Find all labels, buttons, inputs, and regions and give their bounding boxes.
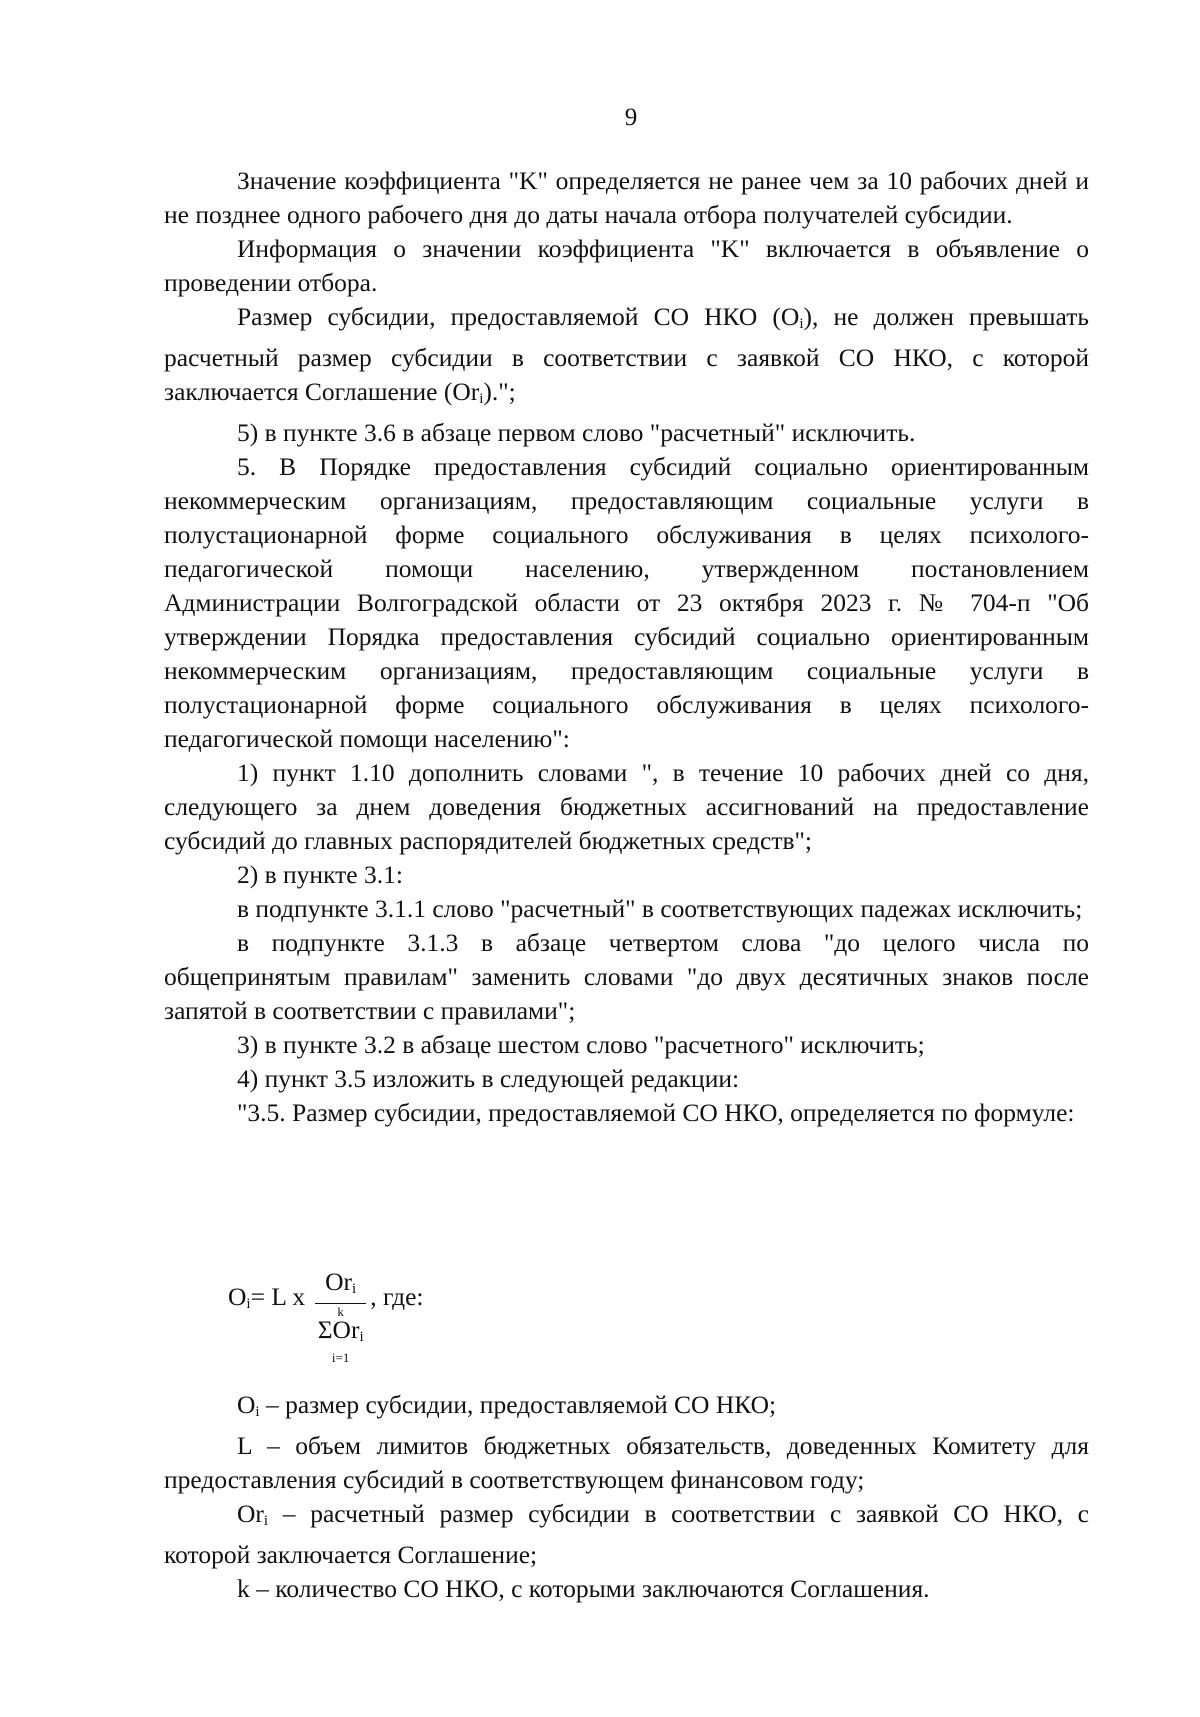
formula-fraction xyxy=(315,1268,366,1367)
formula-lhs: $O_i= L$ x xyxy=(228,1282,306,1312)
paragraph-3-5-formula-intro: "3.5. Размер субсидии, предоставляемой СО НКО, определяется по формуле: xyxy=(237,1098,1075,1127)
formula-numerator: $Or_i$ xyxy=(315,1268,366,1304)
paragraph-coefficient-k: Значение коэффициента "K" определяется не ранее чем за 10 рабочих дней и не позднее одного рабочего дня до даты начала отбора получателей субсидии. xyxy=(164,166,1089,229)
paragraph-subitem-3-1-1: в подпункте 3.1.1 слово "расчетный" в соответствующих падежах исключить; xyxy=(237,894,1083,923)
definitions-block xyxy=(164,1388,1089,1606)
subsidy-formula xyxy=(228,1268,424,1367)
formula-tail: , где: xyxy=(370,1282,424,1311)
paragraph-k-announcement: Информация о значении коэффициента "K" включается в объявление о проведении отбора. xyxy=(164,234,1089,297)
paragraph-subitem-3-1-3: в подпункте 3.1.3 в абзаце четвертом слова "до целого числа по общепринятым правилам" заменить словами "до двух десятичных знаков после запятой в соответствии с правилами"; xyxy=(164,928,1089,1025)
paragraph-item-5-3-6: 5) в пункте 3.6 в абзаце первом слово "расчетный" исключить. xyxy=(237,418,916,447)
definition-l: L – объем лимитов бюджетных обязательств, доведенных Комитету для предоставления субсидий в соответствующем финансовом году; xyxy=(164,1431,1089,1494)
formula-denominator: k ΣOr$_i$ i=1 xyxy=(317,1304,364,1365)
paragraph-section-5: 5. В Порядке предоставления субсидий социально ориентированным некоммерческим организациям, предоставляющим социальные услуги в полустационарной форме социального обслуживания в целях психолого-педагогической помощи населению, утвержденном постановлением Администрации Волгоградской области от 23 октября 2023 г. № 704-п "Об утверждении Порядка предоставления субсидий социально ориентированным некоммерческим организациям, предоставляющим социальные услуги в полустационарной форме социального обслуживания в целях психолого-педагогической помощи населению": xyxy=(164,452,1089,753)
definition-ori: $Or_i$ – расчетный размер субсидии в соответствии с заявкой СО НКО, с которой заключается Соглашение; xyxy=(164,1499,1089,1569)
paragraph-item-4-3-5: 4) пункт 3.5 изложить в следующей редакции: xyxy=(237,1064,740,1093)
page-number: 9 xyxy=(624,104,638,131)
paragraph-item-3-3-2: 3) в пункте 3.2 в абзаце шестом слово "расчетного" исключить; xyxy=(237,1030,925,1059)
paragraph-subsidy-size: Размер субсидии, предоставляемой СО НКО $(O_i)$, не должен превышать расчетный размер субсидии в соответствии с заявкой СО НКО, с которой заключается Соглашение $(Or_i)$."; xyxy=(164,302,1089,407)
document-body xyxy=(164,164,1089,1130)
definition-oi: $O_i$ – размер субсидии, предоставляемой СО НКО; xyxy=(237,1390,777,1420)
paragraph-item-2-3-1: 2) в пункте 3.1: xyxy=(237,860,403,889)
definition-k: k – количество СО НКО, с которыми заключаются Соглашения. xyxy=(237,1574,930,1603)
paragraph-item-1-1-10: 1) пункт 1.10 дополнить словами ", в течение 10 рабочих дней со дня, следующего за днем доведения бюджетных ассигнований на предоставление субсидий до главных распорядителей бюджетных средств"; xyxy=(164,758,1089,855)
